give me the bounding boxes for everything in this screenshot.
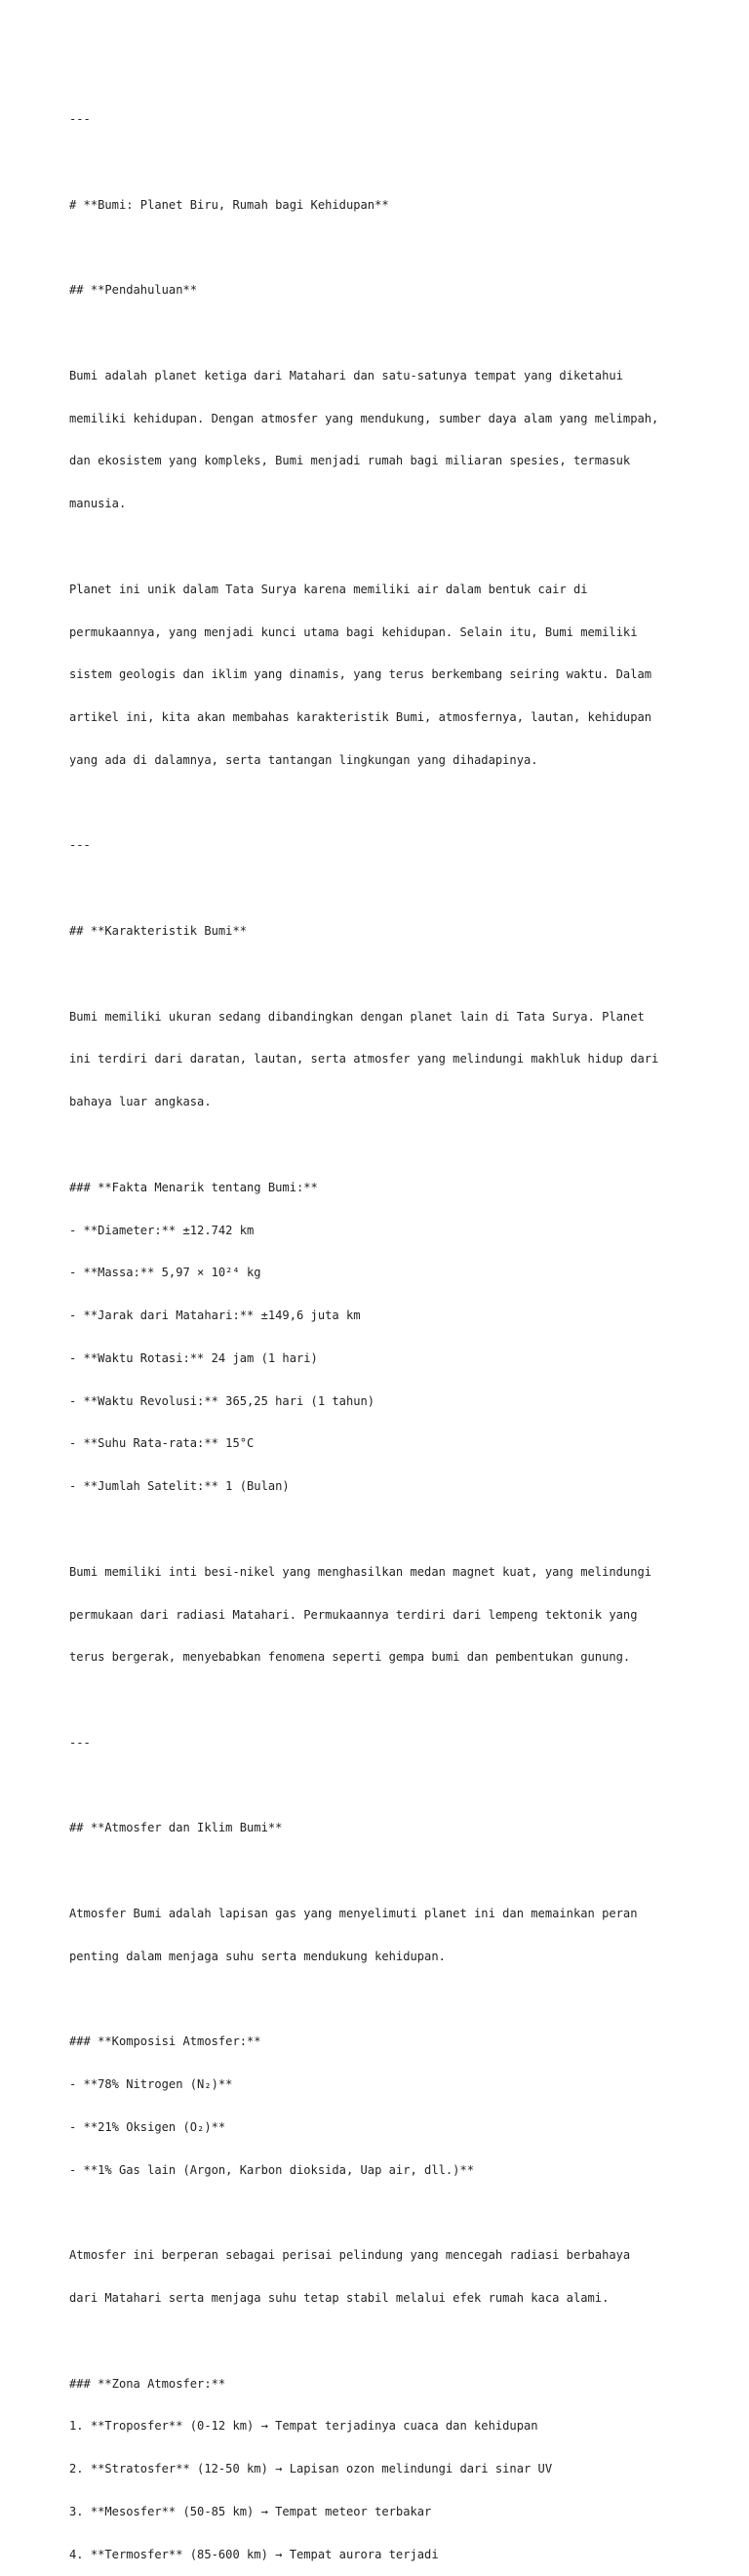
section-heading: ## **Pendahuluan** [69,283,198,298]
list-item: - **Suhu Rata-rata:** 15°C [69,1436,255,1451]
document-line [69,1693,713,1708]
section-heading: ## **Atmosfer dan Iklim Bumi** [69,1821,283,1835]
paragraph-line: artikel ini, kita akan membahas karakteristik Bumi, atmosfernya, lautan, kehidupan [69,710,652,725]
document-line [69,2334,713,2349]
paragraph-line: permukaan dari radiasi Matahari. Permukaannya terdiri dari lempeng tektonik yang [69,1607,638,1622]
list-item: - **78% Nitrogen (N₂)** [69,2077,233,2092]
section-heading: ## **Karakteristik Bumi** [69,924,248,939]
paragraph-line: ini terdiri dari daratan, lautan, serta atmosfer yang melindungi makhluk hidup dari [69,1052,659,1067]
document-line [69,881,713,896]
document-line [69,1138,713,1152]
paragraph-line: terus bergerak, menyebabkan fenomena seperti gempa bumi dan pembentukan gunung. [69,1650,631,1665]
document-line [69,796,713,811]
paragraph-line: memiliki kehidupan. Dengan atmosfer yang mendukung, sumber daya alam yang melimpah, [69,411,659,425]
document-line [69,967,713,982]
paragraph-line: Planet ini unik dalam Tata Surya karena memiliki air dalam bentuk cair di [69,582,588,596]
list-item: - **21% Oksigen (O₂)** [69,2119,226,2134]
list-item: 4. **Termosfer** (85-600 km) → Tempat aurora terjadi [69,2547,439,2561]
document-line [69,1992,713,2007]
paragraph-line: dan ekosistem yang kompleks, Bumi menjadi rumah bagi miliaran spesies, termasuk [69,454,631,468]
paragraph-line: penting dalam menjaga suhu serta mendukung kehidupan. [69,1949,446,1963]
list-item: - **1% Gas lain (Argon, Karbon dioksida, Uap air, dll.)** [69,2162,475,2177]
subsection-heading: ### **Komposisi Atmosfer:** [69,2034,261,2049]
document-line [69,241,713,256]
document-line [69,1522,713,1537]
paragraph-line: Bumi memiliki ukuran sedang dibandingkan dengan planet lain di Tata Surya. Planet [69,1009,645,1024]
list-item: 1. **Troposfer** (0-12 km) → Tempat terjadinya cuaca dan kehidupan [69,2419,538,2434]
document-line [69,540,713,554]
document-line [69,1864,713,1878]
paragraph-line: Atmosfer ini berperan sebagai perisai pelindung yang mencegah radiasi berbahaya [69,2248,631,2263]
list-item: 3. **Mesosfer** (50-85 km) → Tempat meteor terbakar [69,2504,432,2518]
paragraph-line: permukaannya, yang menjadi kunci utama bagi kehidupan. Selain itu, Bumi memiliki [69,624,638,639]
list-item: - **Waktu Rotasi:** 24 jam (1 hari) [69,1350,318,1365]
paragraph-line: bahaya luar angkasa. [69,1095,212,1109]
list-item: 2. **Stratosfer** (12-50 km) → Lapisan ozon melindungi dari sinar UV [69,2462,553,2476]
section-divider: --- [69,838,91,853]
paragraph-line: yang ada di dalamnya, serta tantangan lingkungan yang dihadapinya. [69,752,538,767]
paragraph-line: Bumi memiliki inti besi-nikel yang menghasilkan medan magnet kuat, yang melindungi [69,1564,652,1579]
document-page [69,84,713,2576]
paragraph-line: manusia. [69,497,127,511]
document-line [69,2205,713,2220]
section-divider: --- [69,1735,91,1750]
document-title: # **Bumi: Planet Biru, Rumah bagi Kehidupan** [69,197,389,212]
paragraph-line: Atmosfer Bumi adalah lapisan gas yang menyelimuti planet ini dan memainkan peran [69,1907,638,1920]
list-item: - **Massa:** 5,97 × 10²⁴ kg [69,1266,261,1280]
paragraph-line: Bumi adalah planet ketiga dari Matahari dan satu-satunya tempat yang diketahui [69,368,623,382]
document-line: --- [69,112,91,127]
list-item: - **Diameter:** ±12.742 km [69,1223,255,1237]
list-item: - **Jarak dari Matahari:** ±149,6 juta km [69,1308,361,1323]
document-line [69,155,713,170]
document-line [69,1779,713,1793]
paragraph-line: sistem geologis dan iklim yang dinamis, yang terus berkembang seiring waktu. Dalam [69,667,652,682]
list-item: - **Waktu Revolusi:** 365,25 hari (1 tahun) [69,1393,375,1408]
subsection-heading: ### **Zona Atmosfer:** [69,2376,226,2391]
paragraph-line: dari Matahari serta menjaga suhu tetap stabil melalui efek rumah kaca alami. [69,2291,610,2306]
document-line [69,326,713,341]
subsection-heading: ### **Fakta Menarik tentang Bumi:** [69,1180,318,1194]
list-item: - **Jumlah Satelit:** 1 (Bulan) [69,1479,290,1494]
